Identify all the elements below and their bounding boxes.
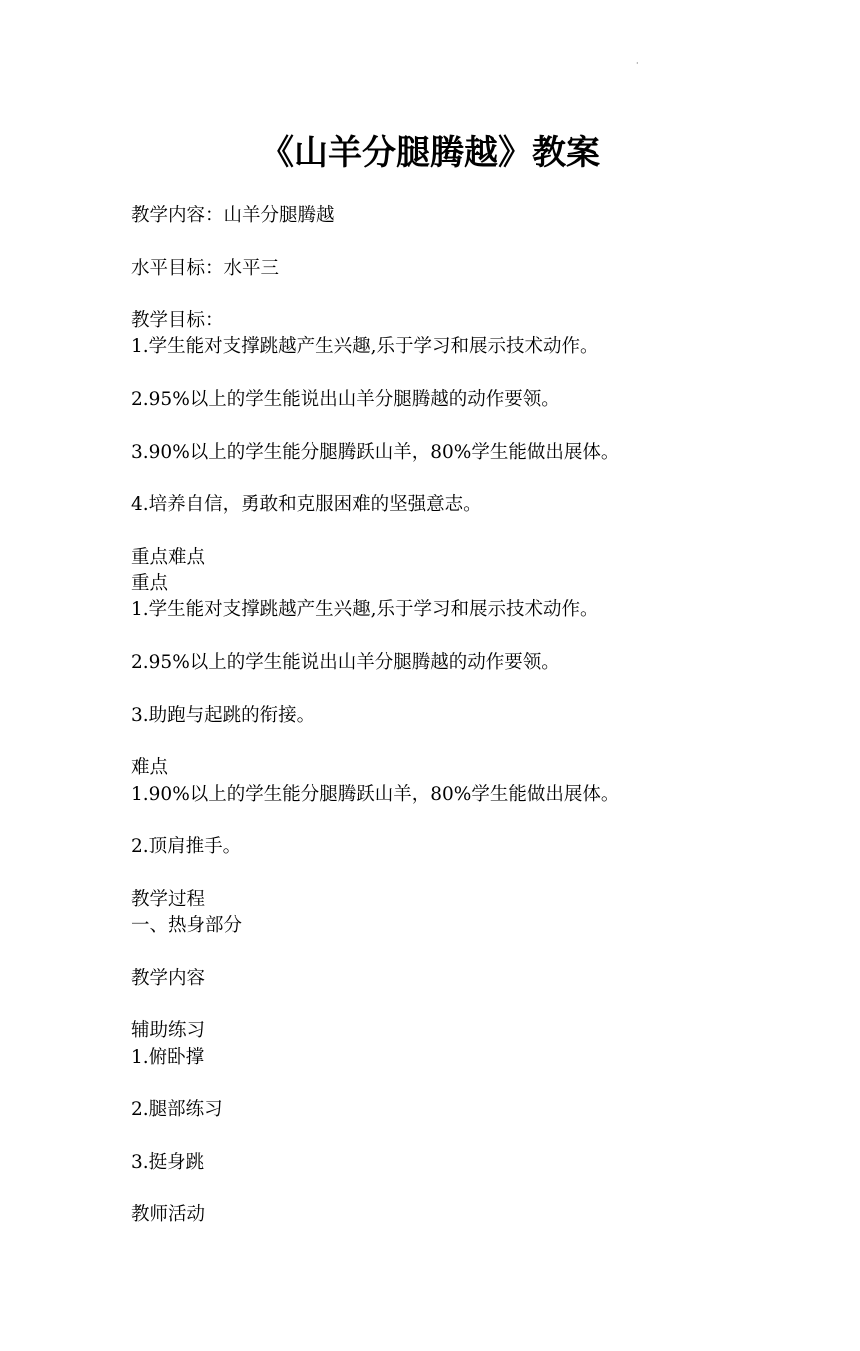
teacher-activity-heading: 教师活动	[131, 1204, 206, 1226]
aux-practice-item: 3.挺身跳	[131, 1151, 205, 1173]
objective-item: 3.90%以上的学生能分腿腾跃山羊，80%学生能做出展体。	[131, 441, 620, 463]
aux-practice-item: 1.俯卧撑	[131, 1046, 205, 1068]
level-goal-line: 水平目标：水平三	[131, 257, 280, 279]
aux-practice-heading: 辅助练习	[131, 1020, 206, 1042]
warmup-heading: 一、热身部分	[131, 915, 243, 937]
teaching-content-line: 教学内容：山羊分腿腾越	[131, 205, 335, 226]
objective-item: 2.95%以上的学生能说出山羊分腿腾越的动作要领。	[131, 389, 560, 411]
focus-item: 3.助跑与起跳的衔接。	[131, 704, 316, 726]
focus-heading: 重点	[131, 573, 169, 595]
key-points-heading: 重点难点	[131, 546, 206, 568]
focus-item: 2.95%以上的学生能说出山羊分腿腾越的动作要领。	[131, 652, 560, 674]
document-body	[131, 203, 751, 1229]
objectives-heading: 教学目标：	[131, 310, 224, 332]
process-heading: 教学过程	[131, 888, 206, 910]
difficulty-item: 2.顶肩推手。	[131, 836, 242, 858]
difficulty-heading: 难点	[131, 757, 169, 779]
content-heading: 教学内容	[131, 967, 206, 989]
focus-item: 1.学生能对支撑跳越产生兴趣,乐于学习和展示技术动作。	[131, 599, 599, 621]
aux-practice-item: 2.腿部练习	[131, 1099, 223, 1121]
page-mark: ·	[636, 59, 639, 68]
objective-item: 4.培养自信，勇敢和克服困难的坚强意志。	[131, 494, 482, 516]
objective-item: 1.学生能对支撑跳越产生兴趣,乐于学习和展示技术动作。	[131, 336, 599, 358]
difficulty-item: 1.90%以上的学生能分腿腾跃山羊，80%学生能做出展体。	[131, 783, 620, 805]
document-title: 《山羊分腿腾越》教案	[260, 133, 600, 173]
